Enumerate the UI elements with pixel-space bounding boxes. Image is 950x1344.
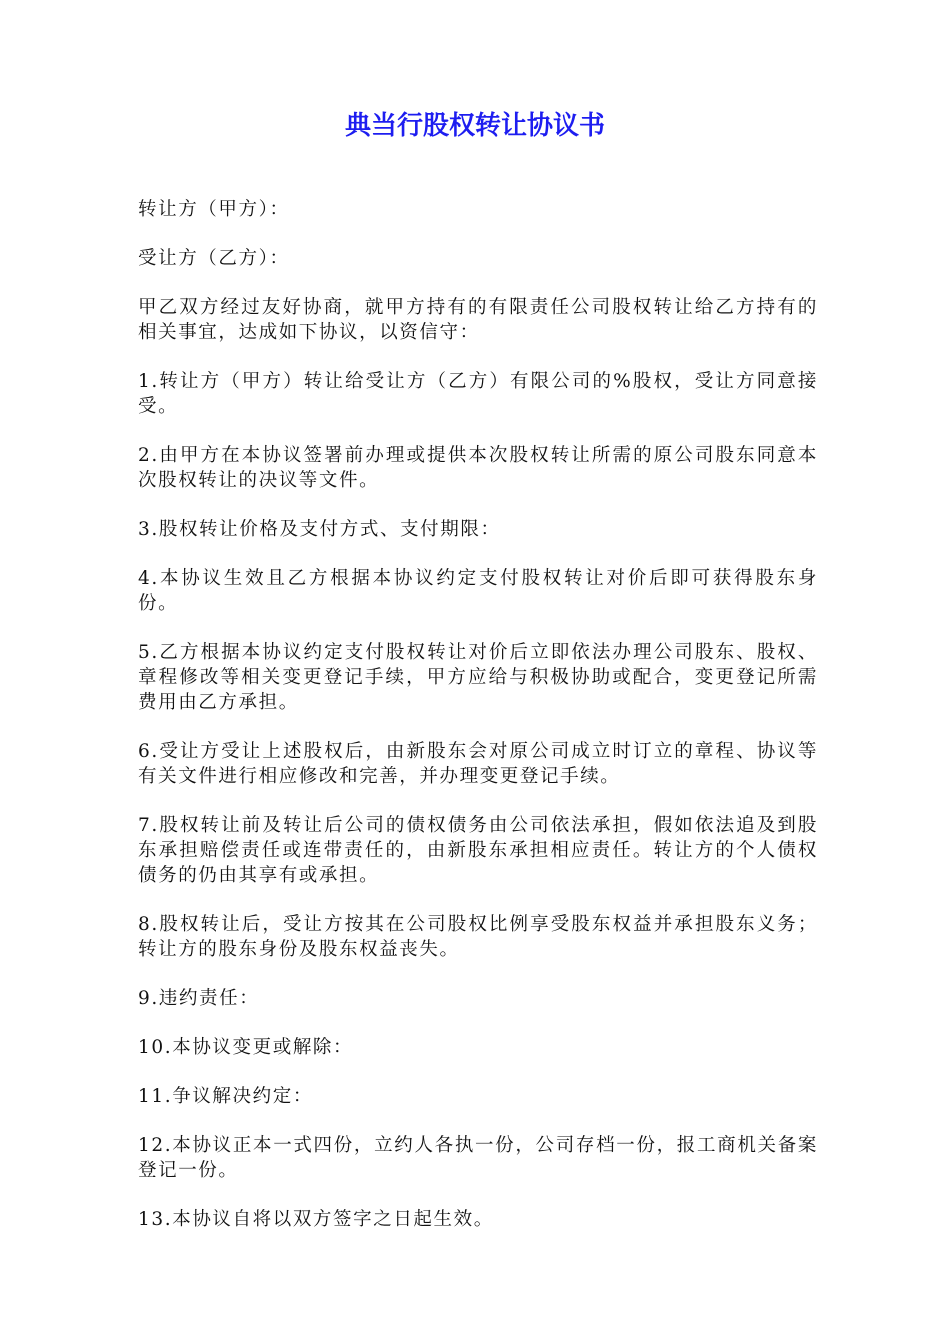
clause-3: 3.股权转让价格及支付方式、支付期限：: [138, 519, 501, 540]
clause-1: 1.转让方（甲方）转让给受让方（乙方）有限公司的%股权，受让方同意接受。: [138, 371, 818, 417]
clause-12: 12.本协议正本一式四份，立约人各执一份，公司存档一份，报工商机关备案登记一份。: [138, 1135, 818, 1181]
clause-10: 10.本协议变更或解除：: [138, 1037, 354, 1058]
clause-11: 11.争议解决约定：: [138, 1086, 313, 1107]
paragraph-transferor: 转让方（甲方）：: [138, 199, 290, 220]
clause-6: 6.受让方受让上述股权后，由新股东会对原公司成立时订立的章程、协议等有关文件进行相应修改和完善，并办理变更登记手续。: [138, 741, 818, 787]
document-title: 典当行股权转让协议书: [344, 111, 605, 141]
clause-13: 13.本协议自将以双方签字之日起生效。: [138, 1209, 494, 1230]
clause-2: 2.由甲方在本协议签署前办理或提供本次股权转让所需的原公司股东同意本次股权转让的决议等文件。: [138, 445, 818, 491]
clause-7: 7.股权转让前及转让后公司的债权债务由公司依法承担，假如依法追及到股东承担赔偿责任或连带责任的，由新股东承担相应责任。转让方的个人债权债务的仍由其享有或承担。: [138, 815, 818, 886]
clause-5: 5.乙方根据本协议约定支付股权转让对价后立即依法办理公司股东、股权、章程修改等相关变更登记手续，甲方应给与积极协助或配合，变更登记所需费用由乙方承担。: [138, 642, 818, 713]
clause-8: 8.股权转让后，受让方按其在公司股权比例享受股东权益并承担股东义务；转让方的股东身份及股东权益丧失。: [138, 914, 818, 960]
document-body: [138, 197, 818, 1256]
paragraph-transferee: 受让方（乙方）：: [138, 248, 290, 269]
paragraph-preamble: 甲乙双方经过友好协商，就甲方持有的有限责任公司股权转让给乙方持有的相关事宜，达成如下协议，以资信守：: [138, 297, 818, 343]
clause-9: 9.违约责任：: [138, 988, 260, 1009]
clause-4: 4.本协议生效且乙方根据本协议约定支付股权转让对价后即可获得股东身份。: [138, 568, 818, 614]
